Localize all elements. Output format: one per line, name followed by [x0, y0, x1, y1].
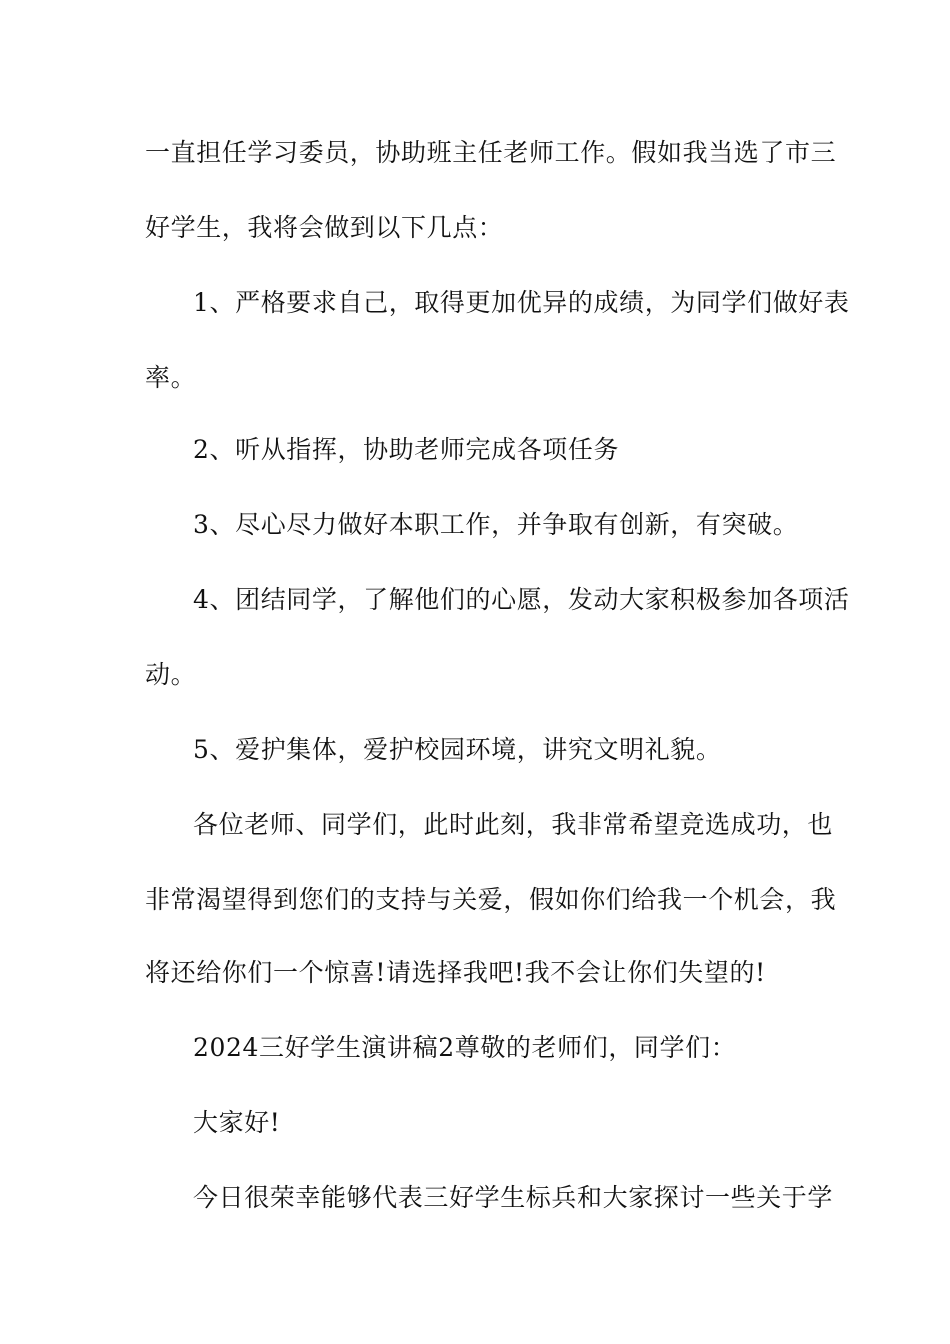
text-line: 将还给你们一个惊喜!请选择我吧!我不会让你们失望的! [145, 958, 766, 987]
list-item: 1、严格要求自己，取得更加优异的成绩，为同学们做好表 [193, 288, 850, 317]
list-item: 5、爱护集体，爱护校园环境，讲究文明礼貌。 [193, 735, 722, 764]
list-item: 2、听从指挥，协助老师完成各项任务 [193, 435, 620, 464]
heading-line: 2024三好学生演讲稿2尊敬的老师们，同学们： [193, 1033, 737, 1062]
text-line: 一直担任学习委员，协助班主任老师工作。假如我当选了市三 [145, 138, 837, 167]
text-line: 好学生，我将会做到以下几点： [145, 213, 504, 242]
list-item: 4、团结同学，了解他们的心愿，发动大家积极参加各项活 [193, 585, 850, 614]
greeting-line: 大家好! [193, 1108, 281, 1137]
text-line: 非常渴望得到您们的支持与关爱，假如你们给我一个机会，我 [145, 885, 837, 914]
text-line: 率。 [145, 363, 197, 392]
text-line: 动。 [145, 660, 197, 689]
paragraph-line: 今日很荣幸能够代表三好学生标兵和大家探讨一些关于学 [193, 1183, 834, 1212]
list-item: 3、尽心尽力做好本职工作，并争取有创新，有突破。 [193, 510, 799, 539]
paragraph-line: 各位老师、同学们，此时此刻，我非常希望竞选成功，也 [193, 810, 834, 839]
